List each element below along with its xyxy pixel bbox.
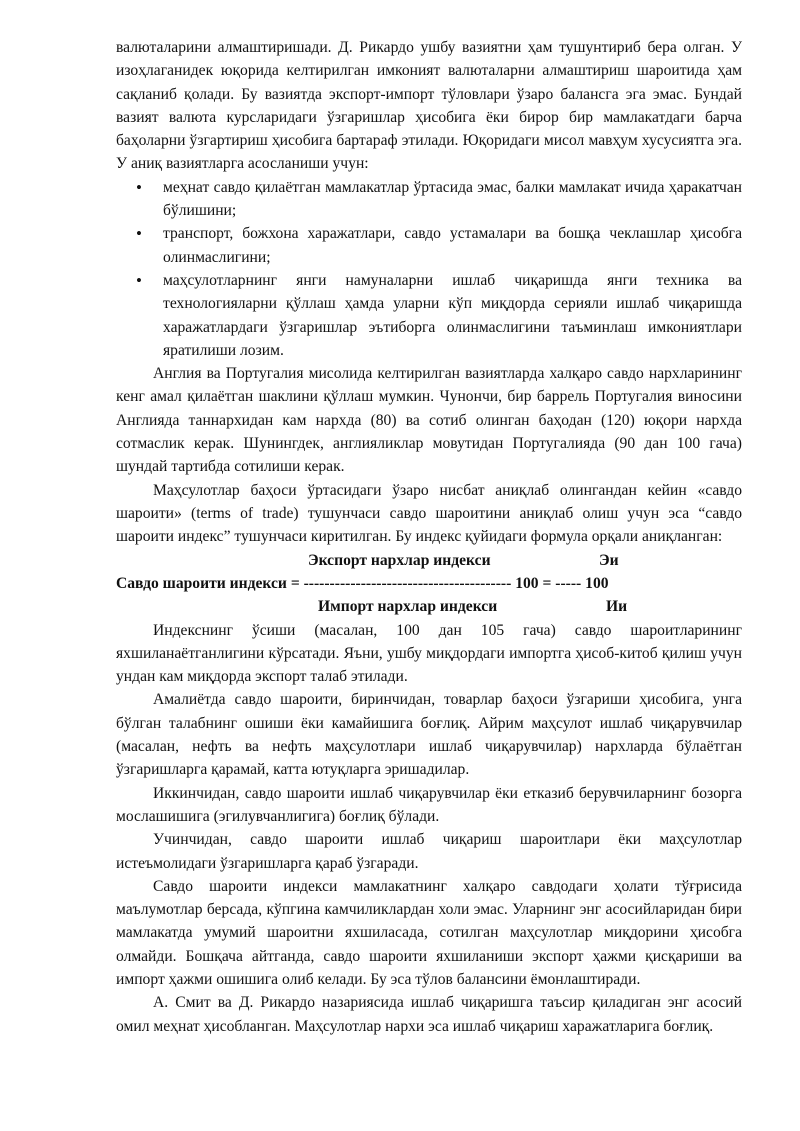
list-item-text: транспорт, божхона харажатлари, савдо устамалари ва бошқа чеклашлар ҳисобга олинмаслигини; [163, 225, 742, 266]
formula-denominator-label: Импорт нархлар индекси [318, 597, 498, 615]
paragraph-5: Амалиётда савдо шароити, биринчидан, товарлар баҳоси ўзгариши ҳисобига, унга бўлган талабнинг ошиши ёки камайишига боғлиқ. Айрим маҳсулот ишлаб чиқарувчилар (масалан, нефть ва нефть маҳсулотлари ишлаб чиқарувчилар) нархларда бўлаётган ўзгаришларга қарамай, катта ютуқларга эришадилар. [116, 691, 742, 779]
trade-index-formula [116, 549, 742, 619]
paragraph-2: Англия ва Португалия мисолида келтирилган вазиятларда халқаро савдо нархларининг кенг амал қилаётган шаклини қўллаш мумкин. Чунончи, бир баррель Португалия виносини Англияда таннархидан кам нархда (80) ва сотиб олинган баҳодан (120) юқори нархда сотмаслик керак. Шунингдек, англияликлар мовутидан Португалияда (90 дан 100 гача) шундай тартибда сотилиши керак. [116, 365, 742, 476]
paragraph-4: Индекснинг ўсиши (масалан, 100 дан 105 гача) савдо шароитларининг яхшиланаётганлигини кўрсатади. Яъни, ушбу миқдордаги импортга ҳисоб-китоб қилиш учун ундан кам миқдорда экспорт талаб этилади. [116, 621, 742, 686]
bullet-icon: • [136, 270, 142, 290]
paragraph-3: Маҳсулотлар баҳоси ўртасидаги ўзаро нисбат аниқлаб олингандан кейин «савдо шароити» (terms of trade) тушунчаси савдо шароитини аниқлаб олиш учун эса “савдо шароити индекс” тушунчаси киритилган. Бу индекс қуйидаги формула орқали аниқланган: [116, 481, 742, 546]
paragraph-1: валюталарини алмаштиришади. Д. Рикардо ушбу вазиятни ҳам тушунтириб бера олган. У изоҳлаганидек юқорида келтирилган имконият валюталарни алмаштириш шароитида ҳам сақланиб қолади. Бу вазиятда экспорт-импорт тўловлари ўзаро балансга эга эмас. Бундай вазият валюта курсларидаги ўзгаришлар ҳисобига ёки бирор бир мамлакатдаги барча баҳоларни ўзгартириш ҳисобига бартараф этилади. Юқоридаги мисол мавҳум хусусиятга эга. У аниқ вазиятларга асосланиши учун: [116, 39, 742, 173]
list-item [116, 222, 742, 269]
document-page [116, 36, 742, 1038]
list-item [116, 269, 742, 362]
bullet-list [116, 176, 742, 362]
bullet-icon: • [136, 224, 142, 244]
list-item-text: меҳнат савдо қилаётган мамлакатлар ўртасида эмас, балки мамлакат ичида ҳаракатчан бўлишини; [163, 178, 742, 220]
formula-denominator-symbol: Ии [606, 597, 628, 615]
paragraph-7: Учинчидан, савдо шароити ишлаб чиқариш шароитлари ёки маҳсулотлар истеъмолидаги ўзгаришларга қараб ўзгаради. [116, 831, 742, 872]
bullet-icon: • [136, 177, 142, 197]
paragraph-9: А. Смит ва Д. Рикардо назариясида ишлаб чиқаришга таъсир қиладиган энг асосий омил меҳнат ҳисобланган. Маҳсулотлар нархи эса ишлаб чиқариш харажатларига боғлиқ. [116, 994, 742, 1035]
paragraph-8: Савдо шароити индекси мамлакатнинг халқаро савдодаги ҳолати тўғрисида маълумотлар берсада, кўпгина камчиликлардан холи эмас. Уларнинг энг асосийларидан бири мамлакатда умумий шароитни яхшиласада, сотилган маҳсулотлар миқдорини ҳисобга олмайди. Бошқача айтганда, савдо шароити яхшиланиши экспорт ҳажми қисқариши ва импорт ҳажми ошишига олиб келади. Бу эса тўлов балансини ёмонлаштиради. [116, 877, 742, 988]
formula-main-line: Савдо шароити индекси = ---------------------------------------- 100 = ----- 100 [116, 574, 609, 592]
list-item [116, 176, 742, 223]
formula-numerator-symbol: Эи [599, 551, 619, 569]
paragraph-6: Иккинчидан, савдо шароити ишлаб чиқарувчилар ёки етказиб берувчиларнинг бозорга мослашишига (эгилувчанлигига) боғлиқ бўлади. [116, 784, 742, 825]
list-item-text: маҳсулотларнинг янги намуналарни ишлаб чиқаришда янги техника ва технологияларни қўллаш ҳамда уларни кўп миқдорда серияли ишлаб чиқаришда харажатлардаги ўзгаришлар эътиборга олинмаслигини таъминлаш имкониятлари яратилиши лозим. [163, 271, 742, 359]
formula-numerator-label: Экспорт нархлар индекси [308, 551, 491, 569]
